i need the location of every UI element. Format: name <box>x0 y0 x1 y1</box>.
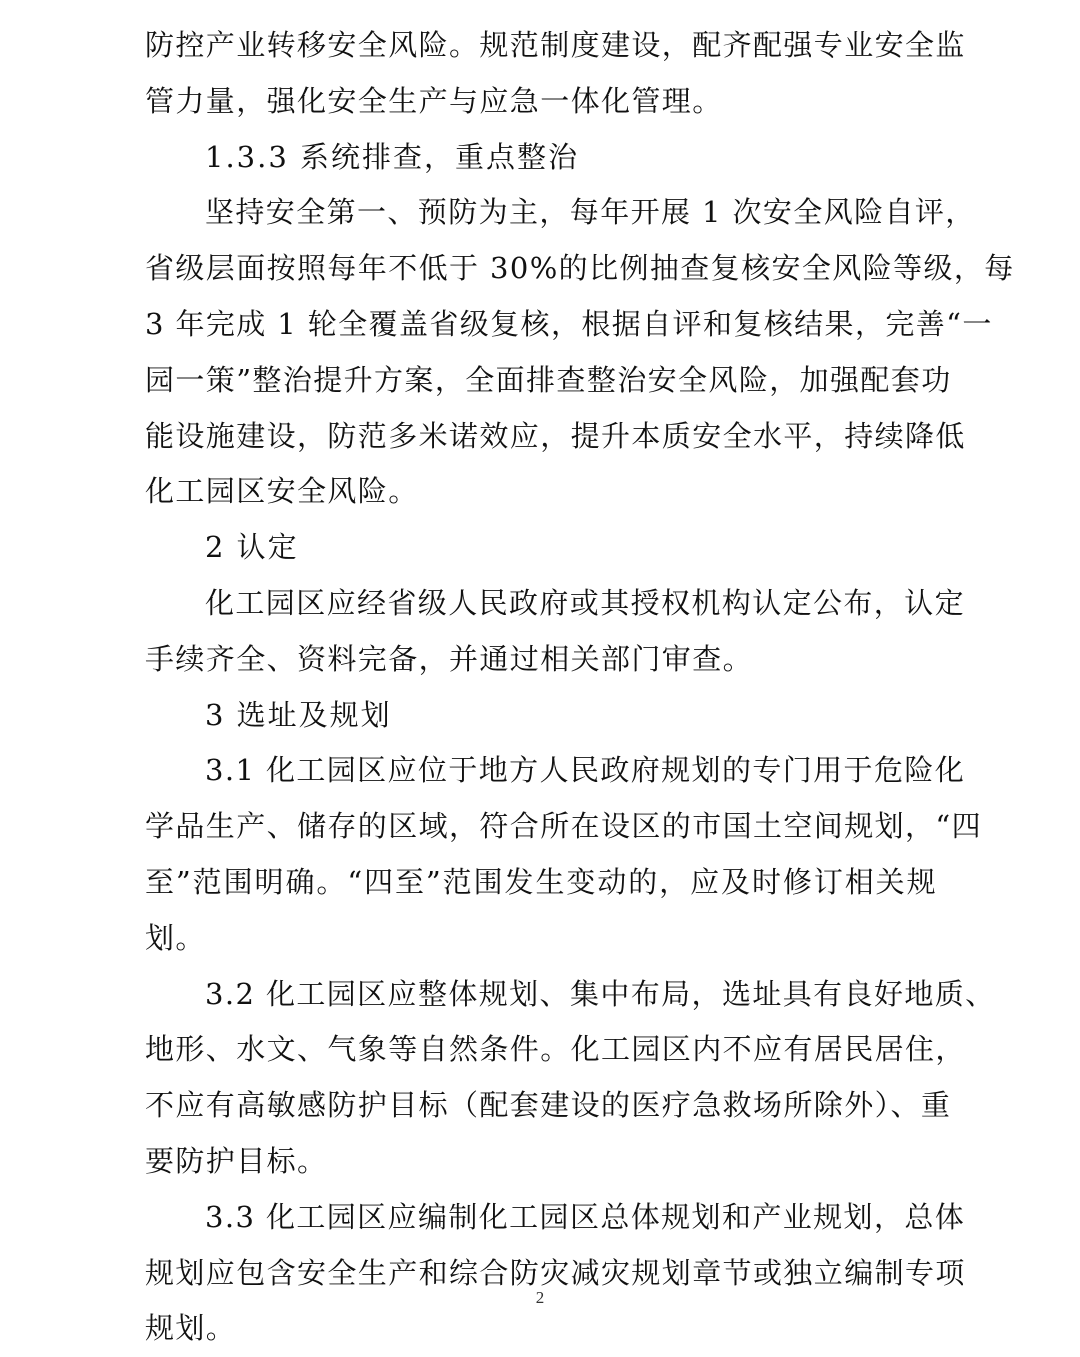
section-heading: 1.3.3 系统排查，重点整治 <box>205 139 580 174</box>
text-line: 至”范围明确。“四至”范围发生变动的，应及时修订相关规 <box>145 864 937 899</box>
text-line: 要防护目标。 <box>145 1143 328 1178</box>
text-line: 3.2 化工园区应整体规划、集中布局，选址具有良好地质、 <box>205 976 996 1011</box>
text-line: 学品生产、储存的区域，符合所在设区的市国土空间规划，“四 <box>145 809 983 844</box>
text-line: 园一策”整治提升方案，全面排查整治安全风险，加强配套功 <box>145 362 952 397</box>
section-heading: 3 选址及规划 <box>205 697 392 732</box>
text-line: 手续齐全、资料完备，并通过相关部门审查。 <box>145 641 754 676</box>
text-line: 化工园区安全风险。 <box>145 474 419 509</box>
text-line: 规划。 <box>145 1311 237 1346</box>
text-line: 3.1 化工园区应位于地方人民政府规划的专门用于危险化 <box>205 753 966 788</box>
text-line: 能设施建设，防范多米诺效应，提升本质安全水平，持续降低 <box>145 418 966 453</box>
text-line: 划。 <box>145 920 206 955</box>
text-line: 防控产业转移安全风险。规范制度建设，配齐配强专业安全监 <box>145 28 966 62</box>
text-line: 管力量，强化安全生产与应急一体化管理。 <box>145 83 723 118</box>
text-line: 3.3 化工园区应编制化工园区总体规划和产业规划，总体 <box>205 1199 966 1234</box>
document-page <box>145 18 1015 1357</box>
text-line: 规划应包含安全生产和综合防灾减灾规划章节或独立编制专项 <box>145 1255 966 1290</box>
text-line: 坚持安全第一、预防为主，每年开展 1 次安全风险自评， <box>205 195 976 230</box>
text-line: 地形、水文、气象等自然条件。化工园区内不应有居民居住， <box>145 1032 966 1067</box>
text-line: 化工园区应经省级人民政府或其授权机构认定公布，认定 <box>205 585 966 620</box>
text-line: 3 年完成 1 轮全覆盖省级复核，根据自评和复核结果，完善“一 <box>145 306 993 341</box>
page-number: 2 <box>535 1288 545 1307</box>
text-line: 省级层面按照每年不低于 30%的比例抽查复核安全风险等级，每 <box>145 251 1015 286</box>
text-line: 不应有高敏感防护目标（配套建设的医疗急救场所除外）、重 <box>145 1088 952 1123</box>
section-heading: 2 认定 <box>205 530 299 565</box>
